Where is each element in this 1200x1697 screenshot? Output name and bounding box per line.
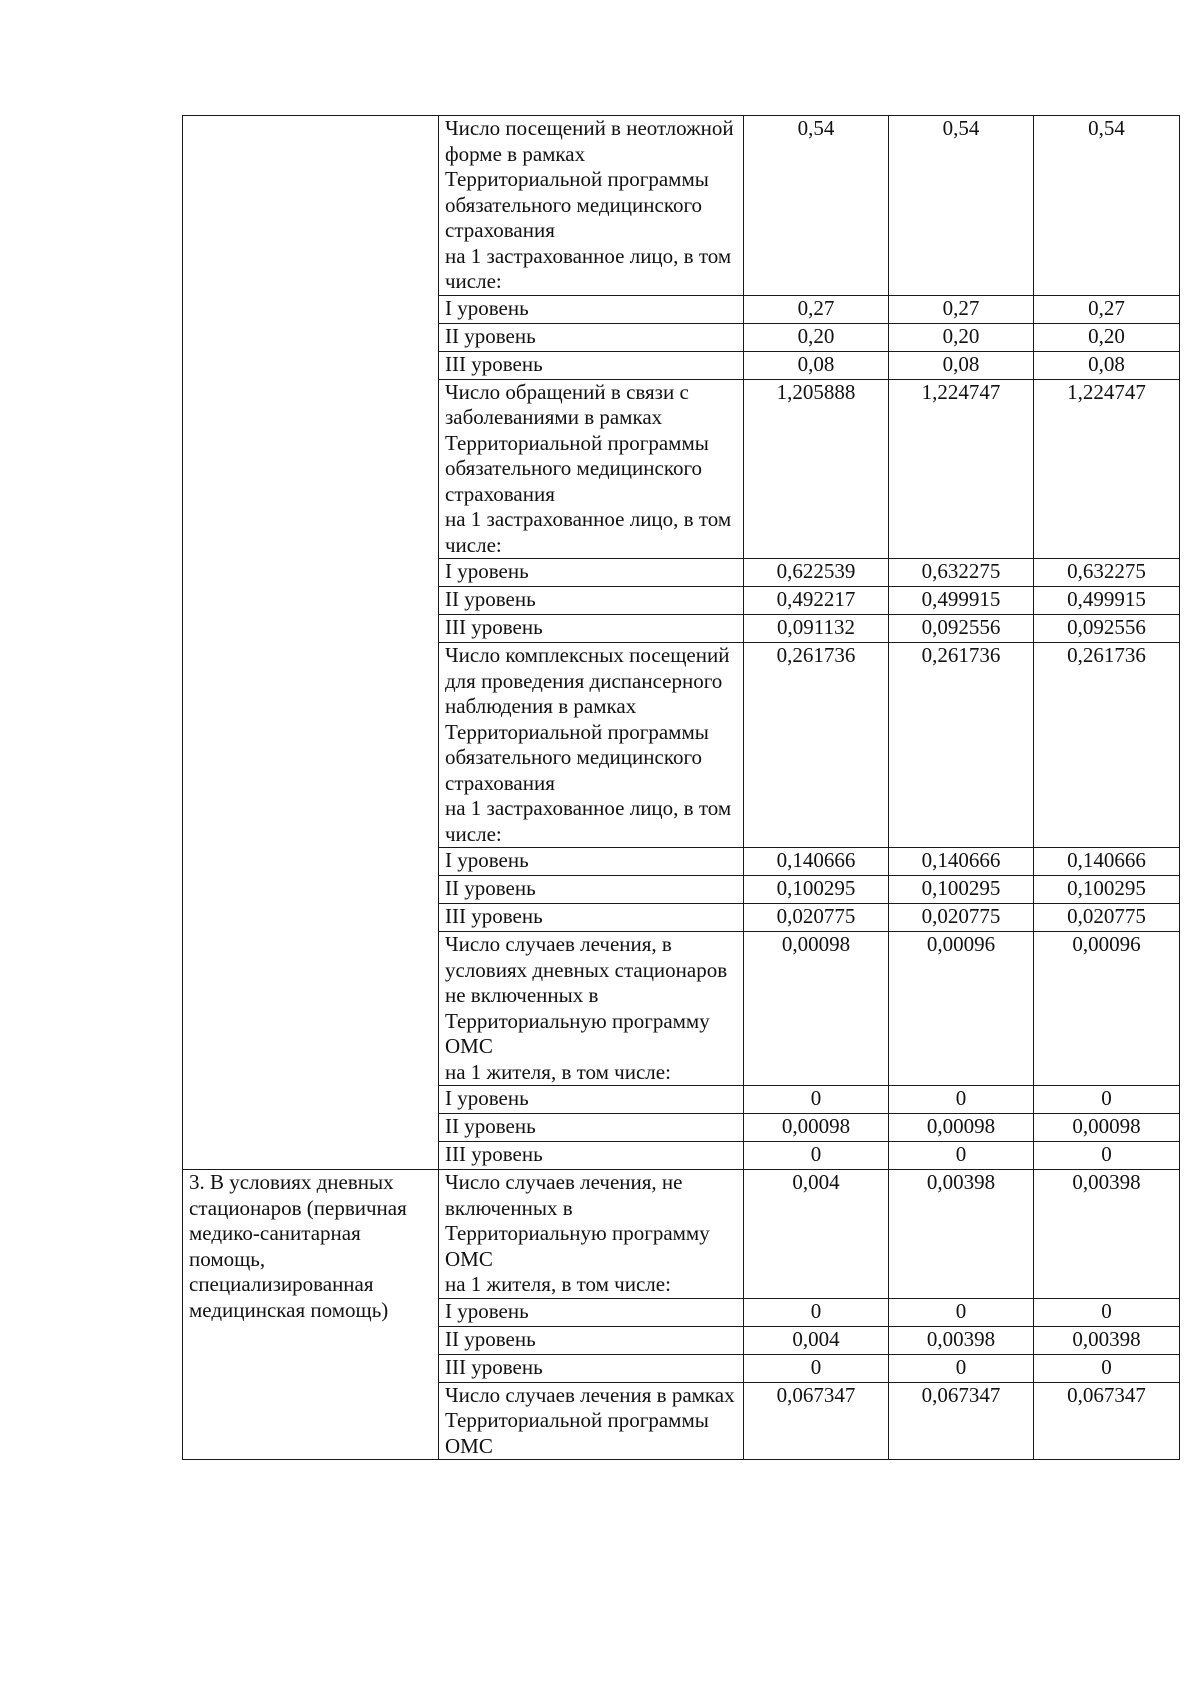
value-cell: 0,091132 (744, 615, 889, 643)
value-cell: 0,00098 (889, 1114, 1034, 1142)
value-cell: 0,020775 (744, 904, 889, 932)
value-cell: 0,00398 (1034, 1170, 1180, 1299)
value-cell: 0,092556 (889, 615, 1034, 643)
value-cell: 1,224747 (889, 379, 1034, 559)
value-cell: 0,067347 (1034, 1382, 1180, 1460)
value-cell: 0,004 (744, 1326, 889, 1354)
value-cell: 0,092556 (1034, 615, 1180, 643)
value-cell: 0,632275 (1034, 559, 1180, 587)
row-label: Число случаев лечения в рамках Территориальной программы ОМС (439, 1382, 744, 1460)
row-label: III уровень (439, 351, 744, 379)
value-cell: 0,261736 (889, 643, 1034, 848)
value-cell: 0,100295 (1034, 876, 1180, 904)
value-cell: 0,27 (1034, 295, 1180, 323)
value-cell: 0,140666 (744, 848, 889, 876)
row-label: I уровень (439, 295, 744, 323)
value-cell: 0,54 (744, 116, 889, 296)
row-label: II уровень (439, 323, 744, 351)
value-cell: 0 (744, 1298, 889, 1326)
row-label: I уровень (439, 848, 744, 876)
row-label: Число случаев лечения, в условиях дневных стационаров не включенных в Территориальную программу ОМС на 1 жителя, в том числе: (439, 932, 744, 1086)
value-cell: 0 (889, 1142, 1034, 1170)
value-cell: 0 (889, 1298, 1034, 1326)
category-cell-section-3: 3. В условиях дневных стационаров (первичная медико-санитарная помощь, специализированная медицинская помощь) (183, 1170, 439, 1460)
row-label: II уровень (439, 587, 744, 615)
value-cell: 0,20 (889, 323, 1034, 351)
value-cell: 0 (889, 1086, 1034, 1114)
value-cell: 0,020775 (889, 904, 1034, 932)
row-label: III уровень (439, 1354, 744, 1382)
value-cell: 0,632275 (889, 559, 1034, 587)
value-cell: 0,492217 (744, 587, 889, 615)
value-cell: 0,261736 (1034, 643, 1180, 848)
value-cell: 0,067347 (889, 1382, 1034, 1460)
category-cell-empty (183, 116, 439, 1170)
value-cell: 0,261736 (744, 643, 889, 848)
value-cell: 0,27 (889, 295, 1034, 323)
value-cell: 0,08 (1034, 351, 1180, 379)
row-label: III уровень (439, 1142, 744, 1170)
value-cell: 0 (1034, 1298, 1180, 1326)
value-cell: 0,00096 (889, 932, 1034, 1086)
value-cell: 0,20 (744, 323, 889, 351)
value-cell: 0,20 (1034, 323, 1180, 351)
value-cell: 0,622539 (744, 559, 889, 587)
row-label: I уровень (439, 1298, 744, 1326)
value-cell: 0,004 (744, 1170, 889, 1299)
value-cell: 0,067347 (744, 1382, 889, 1460)
row-label: I уровень (439, 559, 744, 587)
value-cell: 0 (1034, 1142, 1180, 1170)
value-cell: 0 (1034, 1354, 1180, 1382)
row-label: II уровень (439, 1114, 744, 1142)
row-label: II уровень (439, 1326, 744, 1354)
value-cell: 0,100295 (889, 876, 1034, 904)
value-cell: 0,140666 (889, 848, 1034, 876)
row-label: III уровень (439, 904, 744, 932)
value-cell: 1,224747 (1034, 379, 1180, 559)
value-cell: 0 (744, 1354, 889, 1382)
value-cell: 0,020775 (1034, 904, 1180, 932)
table-container (182, 115, 1180, 1460)
value-cell: 1,205888 (744, 379, 889, 559)
value-cell: 0,140666 (1034, 848, 1180, 876)
table-row (183, 1170, 1180, 1299)
row-label: I уровень (439, 1086, 744, 1114)
value-cell: 0,00398 (1034, 1326, 1180, 1354)
row-label: III уровень (439, 615, 744, 643)
value-cell: 0,08 (744, 351, 889, 379)
row-label: Число обращений в связи с заболеваниями в рамках Территориальной программы обязательного медицинского страхования на 1 застрахованное лицо, в том числе: (439, 379, 744, 559)
value-cell: 0 (889, 1354, 1034, 1382)
value-cell: 0,00398 (889, 1326, 1034, 1354)
value-cell: 0,00098 (744, 932, 889, 1086)
value-cell: 0,499915 (889, 587, 1034, 615)
value-cell: 0,00098 (1034, 1114, 1180, 1142)
value-cell: 0,00096 (1034, 932, 1180, 1086)
table-row (183, 116, 1180, 296)
value-cell: 0,100295 (744, 876, 889, 904)
value-cell: 0 (744, 1086, 889, 1114)
value-cell: 0 (744, 1142, 889, 1170)
value-cell: 0,00398 (889, 1170, 1034, 1299)
row-label: II уровень (439, 876, 744, 904)
value-cell: 0,54 (889, 116, 1034, 296)
value-cell: 0,00098 (744, 1114, 889, 1142)
row-label: Число случаев лечения, не включенных в Территориальную программу ОМС на 1 жителя, в том числе: (439, 1170, 744, 1299)
value-cell: 0 (1034, 1086, 1180, 1114)
indicators-table (182, 115, 1180, 1460)
value-cell: 0,54 (1034, 116, 1180, 296)
value-cell: 0,27 (744, 295, 889, 323)
row-label: Число посещений в неотложной форме в рамках Территориальной программы обязательного медицинского страхования на 1 застрахованное лицо, в том числе: (439, 116, 744, 296)
value-cell: 0,08 (889, 351, 1034, 379)
row-label: Число комплексных посещений для проведения диспансерного наблюдения в рамках Территориальной программы обязательного медицинского страхования на 1 застрахованное лицо, в том числе: (439, 643, 744, 848)
value-cell: 0,499915 (1034, 587, 1180, 615)
